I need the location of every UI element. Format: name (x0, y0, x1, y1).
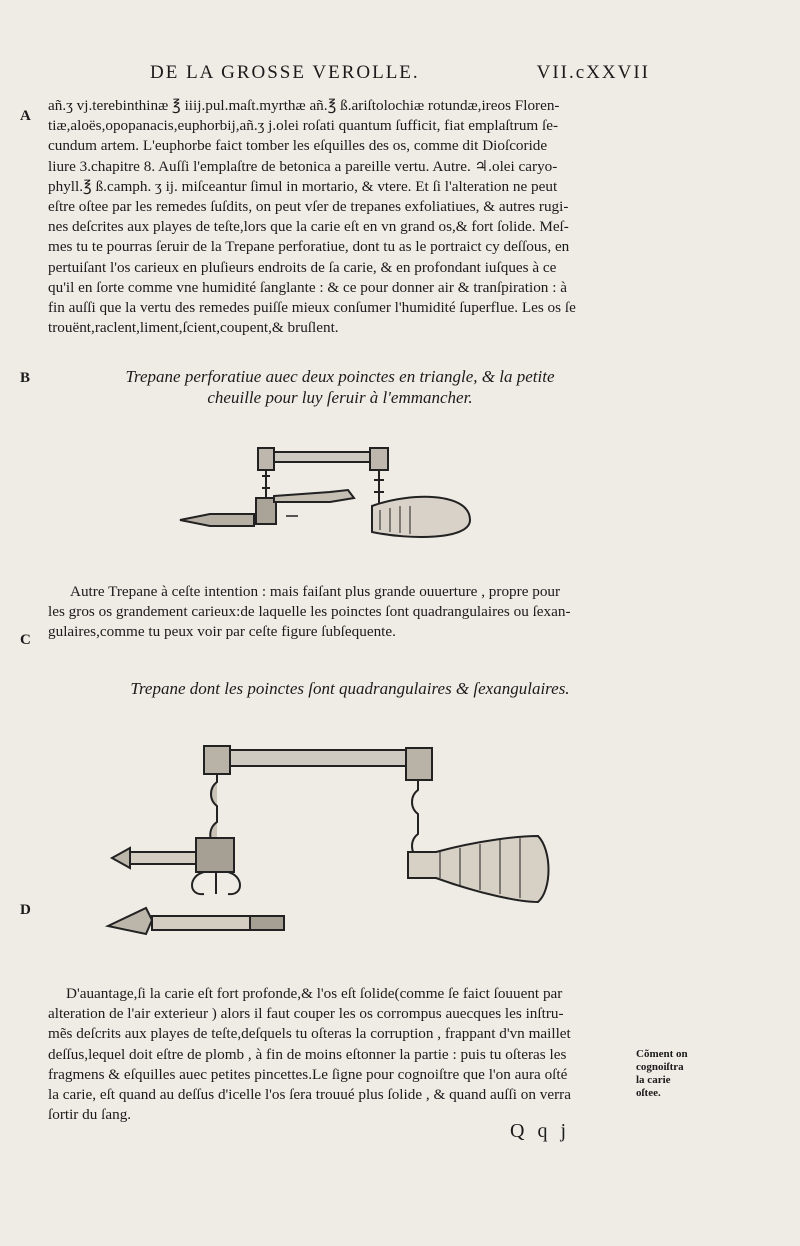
note-line: cognoiſtra (636, 1061, 684, 1073)
text-line: qu'il en ſorte comme vne humidité ſanglante : & ce pour donner air & tranſpiration : à (48, 278, 567, 296)
text-line: D'auantage,ſi la carie eſt fort profonde,& l'os eſt ſolide(comme ſe faict ſouuent par (66, 985, 563, 1002)
perforating-trephine-illustration (170, 440, 480, 550)
text-line: mes tu te pourras ſeruir de la Trepane perforatiue, dont tu as le portraict cy deſſous, en (48, 238, 570, 256)
text-line: fragmens & eſquilles auec petites pincettes.Le ſigne pour cognoiſtre que l'on aura oſté (48, 1065, 568, 1083)
text-line: trouënt,raclent,liment,ſcient,coupent,& bruſlent. (48, 319, 339, 337)
text-line: deſſus,lequel doit eſtre de plomb , à fin de moins eſtonner la partie : puis tu oſteras les (48, 1045, 567, 1063)
text-line: liure 3.chapitre 8. Auſſi l'emplaſtre de betonica a pareille vertu. Autre. ♃.olei caryo- (48, 157, 558, 175)
folio-number: VII.cXXVII (536, 62, 650, 83)
text-line: nes deſcrites aux playes de teſte,lors que la carie eſt en vn grand os,& fort ſolide. Meſ- (48, 218, 569, 236)
text-line: alteration de l'air exterieur ) alors il faut couper les os corrompus auecques les inſtru- (48, 1005, 564, 1023)
text-line: gulaires,comme tu peux voir par ceſte figure ſubſequente. (48, 623, 396, 641)
text-line: Autre Trepane à ceſte intention : mais faiſant plus grande ouuerture , propre pour (70, 583, 561, 600)
text-line: cundum artem. L'euphorbe faict tomber les eſquilles des os, comme dit Dioſcoride (48, 137, 548, 155)
note-line: Cõment on (636, 1048, 688, 1060)
text-line: tiæ,aloës,opopanacis,euphorbij,añ.ʒ j.olei roſati quantum ſufficit, fiat emplaſtrum ſe- (48, 117, 559, 135)
note-line: la carie (636, 1074, 671, 1086)
text-line: eſtre oſtee par les remedes ſuſdits, on peut vſer de trepanes exfoliatiues, & autres rugi- (48, 198, 569, 216)
margin-letter-a: A (20, 108, 31, 124)
text-line: añ.ʒ vj.terebinthinæ ℥ iiij.pul.maſt.myrthæ añ.℥ ß.ariſtolochiæ rotundæ,ireos Floren- (48, 97, 560, 114)
large-trephine-illustration (100, 740, 560, 945)
text-line: les gros os grandement carieux:de laquelle les poinctes ſont quadrangulaires ou ſexan- (48, 603, 571, 621)
signature-mark: Q q j (510, 1120, 570, 1142)
margin-letter-d: D (20, 902, 31, 918)
paragraph-3 (48, 984, 636, 1125)
text-line: fin auſſi que la vertu des remedes puiſſe mieux conſumer l'humidité ſuperflue. Les os ſe (48, 299, 576, 317)
caption-line: Trepane perforatiue auec deux poinctes en triangle, & la petite (125, 367, 555, 386)
margin-letter-c: C (20, 632, 31, 648)
text-line: mẽs deſcrits aux playes de teſte,deſquels tu oſteras la corruption , frappant d'vn maillet (48, 1025, 571, 1043)
margin-letter-b: B (20, 370, 31, 386)
figure-caption-1 (100, 366, 580, 408)
text-line: pertuiſant l'os carieux en pluſieurs endroits de ſa carie, & en profondant iuſques à ce (48, 258, 557, 276)
running-title: DE LA GROSSE VEROLLE. (150, 62, 420, 83)
caption-line: cheuille pour luy ſeruir à l'emmancher. (207, 388, 473, 407)
text-line: phyll.℥ ß.camph. ʒ ij. miſceantur ſimul in mortario, & vtere. Et ſi l'alteration ne peut (48, 177, 558, 195)
margin-note (636, 1048, 726, 1100)
paragraph-1 (48, 96, 636, 338)
text-line: ſortir du ſang. (48, 1106, 132, 1124)
running-header (150, 62, 650, 84)
text-line: la carie, eſt quand au deſſus d'icelle l'os ſera trouué plus ſolide , & quand auſſi on verra (48, 1086, 571, 1104)
note-line: oſtee. (636, 1087, 661, 1099)
figure-caption-2: Trepane dont les poinctes ſont quadrangulaires & ſexangulaires. (130, 679, 570, 698)
paragraph-2 (48, 582, 636, 643)
